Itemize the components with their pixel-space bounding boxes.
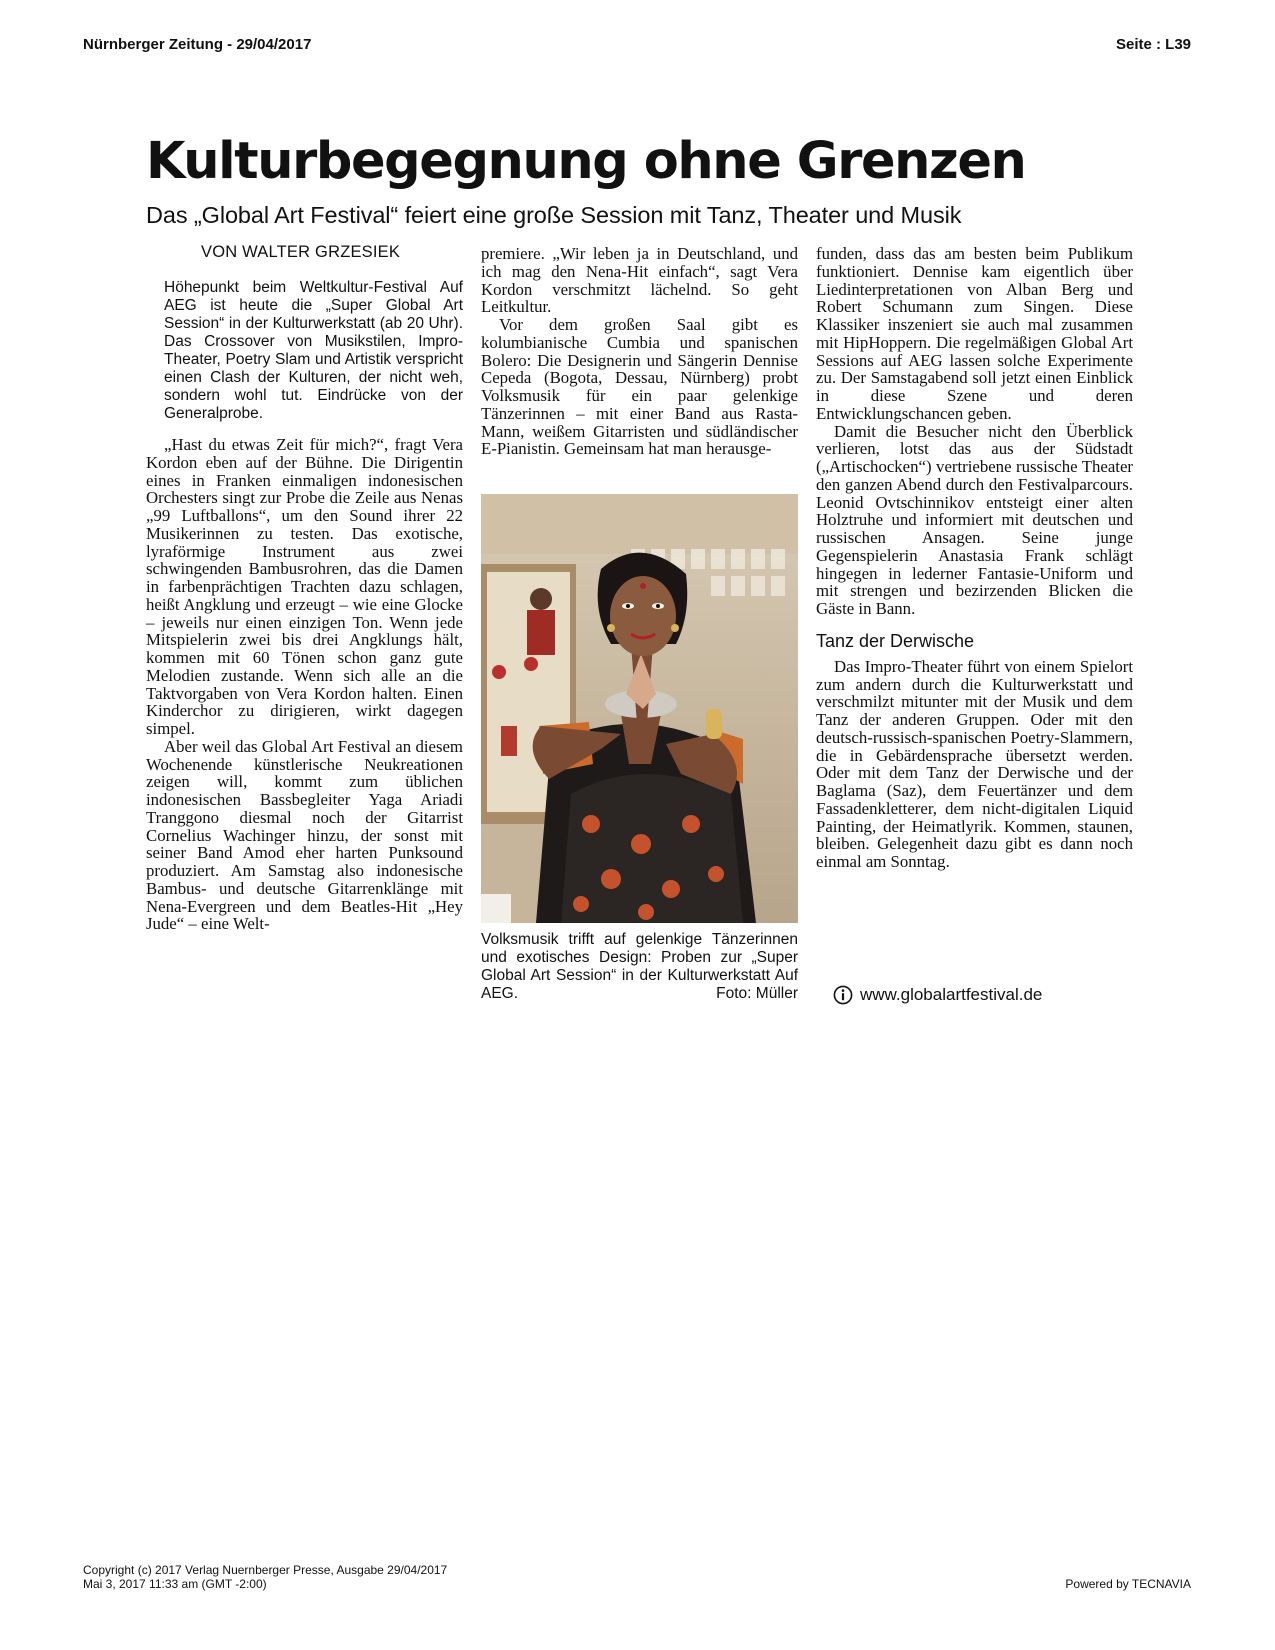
dancer-illustration bbox=[481, 494, 798, 923]
article-column-1 bbox=[146, 436, 463, 933]
footer-copyright: Copyright (c) 2017 Verlag Nuernberger Presse, Ausgabe 29/04/2017 bbox=[83, 1563, 448, 1577]
festival-url-link[interactable]: www.globalartfestival.de bbox=[860, 985, 1043, 1004]
article-lead: Höhepunkt beim Weltkultur-Festival Auf AEG ist heute die „Super Global Art Session“ in der Kulturwerkstatt (ab 20 Uhr). Das Crossover von Musikstilen, Impro-Theater, Poetry Slam und Artistik verspricht einen Clash der Kulturen, der nicht weh, sondern wohl tut. Eindrücke von der Generalprobe. bbox=[164, 279, 463, 422]
paragraph: Vor dem großen Saal gibt es kolumbianische Cumbia und spanischen Bolero: Die Designerin und Sängerin Dennise Cepeda (Bogota, Dessau, Nürnberg) probt Volksmusik für ein paar gelenkige Tänzerinnen – mit einer Band aus Rasta-Mann, weißem Gitarristen und südländischer E-Pianistin. Gemeinsam hat man herausge- bbox=[481, 315, 798, 459]
paragraph: funden, dass das am besten beim Publikum funktioniert. Dennise kam eigentlich über Liedinterpretationen von Alban Berg und Robert Schumann zum Singen. Diese Klassiker inszeniert sie auch mal zusammen mit HipHoppern. Die regelmäßigen Global Art Sessions auf AEG lassen solche Experimente zu. Der Samstagabend soll jetzt einen Einblick in diese Szene und deren Entwicklungschancen geben. bbox=[816, 244, 1133, 423]
photo-caption-text: Volksmusik trifft auf gelenkige Tänzerinnen und exotisches Design: Proben zur „Super Global Art Session“ in der Kulturwerkstatt Auf AEG. bbox=[481, 931, 798, 1002]
photo-credit: Foto: Müller bbox=[710, 985, 798, 1003]
section-subtitle: Tanz der Derwische bbox=[816, 630, 975, 651]
article-subhead: Das „Global Art Festival“ feiert eine große Session mit Tanz, Theater und Musik bbox=[146, 202, 962, 228]
page-header-source: Nürnberger Zeitung - 29/04/2017 bbox=[83, 36, 312, 53]
footer-timestamp: Mai 3, 2017 11:33 am (GMT -2:00) bbox=[83, 1577, 267, 1591]
article-column-3 bbox=[816, 245, 1133, 871]
paragraph: Aber weil das Global Art Festival an diesem Wochenende künstlerische Neukreationen zeigen will, kommt zum üblichen indonesischen Bassbegleiter Yaga Ariadi Tranggono diesmal noch der Gitarrist Cornelius Wachinger hinzu, der sonst mit seiner Band Amod eher harten Punksound produziert. Am Samstag also indonesische Bambus- und deutsche Gitarrenklänge mit Nena-Evergreen und dem Beatles-Hit „Hey Jude“ – eine Welt- bbox=[146, 736, 463, 934]
article-column-2 bbox=[481, 245, 798, 458]
article-byline: VON WALTER GRZESIEK bbox=[201, 243, 401, 261]
article-headline: Kulturbegegnung ohne Grenzen bbox=[146, 132, 1026, 191]
info-link-block bbox=[833, 985, 1042, 1005]
paragraph: Damit die Besucher nicht den Überblick verlieren, lotst das aus der Südstadt („Artischocken“) vertriebene russische Theater den ganzen Abend durch den Festivalparcours. Leonid Ovtschinnikov entsteigt einer alten Holztruhe und informiert mit deutschen und russischen Ansagen. Seine junge Gegenspielerin Anastasia Frank schlägt hingegen in lederner Fantasie-Uniform und mit strengen und bezirzenden Blicken die Gäste in Bann. bbox=[816, 421, 1133, 618]
info-icon bbox=[833, 985, 853, 1005]
page-header-page-number: Seite : L39 bbox=[1115, 36, 1191, 53]
footer-copyright-block bbox=[83, 1563, 447, 1591]
photo-caption bbox=[481, 931, 798, 1003]
footer-powered-by: Powered by TECNAVIA bbox=[1065, 1577, 1191, 1591]
paragraph: „Hast du etwas Zeit für mich?“, fragt Vera Kordon eben auf der Bühne. Die Dirigentin eines in Franken einmaligen indonesischen Orchesters singt zur Probe die Zeile aus Nenas „99 Luftballons“, um den Sound ihrer 22 Musikerinnen zu testen. Das exotische, lyraförmige Instrument aus zwei schwingenden Bambusrohren, das die Damen in farbenprächtigen Trachten dazu schlagen, heißt Angklung und erzeugt – wie eine Glocke – jeweils nur einen einzigen Ton. Wenn jede Mitspielerin zwei bis drei Angklungs hält, kommen mit 60 Tönen schon ganz gute Melodien zustande. Wenn sich alle an die Taktvorgaben von Vera Kordon halten. Einen Kinderchor zu dirigieren, wirkt dagegen simpel. bbox=[146, 435, 463, 738]
paragraph: Das Impro-Theater führt von einem Spielort zum andern durch die Kulturwerkstatt und verschmilzt mitunter mit der Musik und dem Tanz der anderen Gruppen. Oder mit den deutsch-russisch-spanischen Poetry-Slammern, die in Gebärdensprache übersetzt werden. Oder mit dem Tanz der Derwische und der Baglama (Saz), dem Feuertänzer und dem Fassadenkletterer, dem nicht-digitalen Liquid Painting, der Heimatlyrik. Kommen, staunen, bleiben. Gelegenheit dazu gibt es dann noch einmal am Sonntag. bbox=[816, 656, 1133, 871]
article-photo-dancer bbox=[481, 494, 798, 923]
paragraph: premiere. „Wir leben ja in Deutschland, und ich mag den Nena-Hit einfach“, sagt Vera Kordon verschmitzt lächelnd. So geht Leitkultur. bbox=[481, 244, 798, 317]
